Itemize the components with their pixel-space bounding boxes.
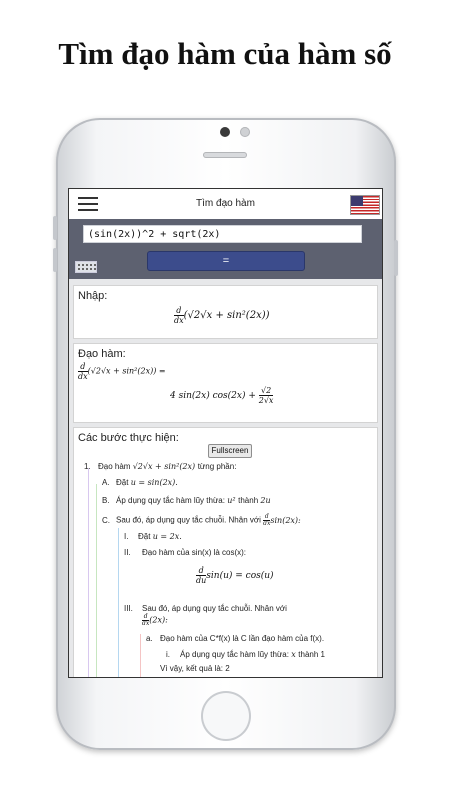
phone-side-button — [53, 216, 57, 240]
phone-speaker — [203, 152, 247, 158]
step-guide-line — [96, 484, 97, 678]
promo-title: Tìm đạo hàm của hàm số — [58, 36, 392, 71]
us-flag-icon[interactable] — [350, 195, 380, 215]
derivative-result: 4 sin(2x) cos(2x) + $\frac{√2}{2√x}$ — [170, 386, 274, 405]
expression-input[interactable]: (sin(2x))^2 + sqrt(2x) — [83, 225, 362, 243]
steps-card — [73, 427, 378, 678]
keyboard-icon[interactable] — [75, 261, 97, 273]
input-area — [69, 219, 382, 279]
step-c-upper: C. Sau đó, áp dụng quy tắc chuỗi. Nhân với $\frac{d}{dx}$ sin(2x): — [102, 513, 301, 527]
results-area — [69, 279, 382, 677]
step-conclusion: Vì vậy, kết quả là: 2 — [160, 664, 230, 673]
phone-sensor — [240, 127, 250, 137]
step-iii-roman: III. Sau đó, áp dụng quy tắc chuỗi. Nhân với — [124, 604, 287, 613]
step-iii-formula: $\frac{d}{dx}$ (2x): — [142, 613, 168, 627]
fullscreen-button[interactable]: Fullscreen — [208, 444, 252, 458]
step-ii-formula: $\frac{d}{du}$ sin(u) = cos(u) — [196, 566, 274, 585]
app-bar — [69, 189, 382, 220]
app-title: Tìm đạo hàm — [196, 198, 255, 209]
derivative-expression: $\frac{d}{dx}$ (√2√x + sin²(2x)) = — [78, 362, 166, 381]
derivative-card-title: Đạo hàm: — [78, 348, 126, 360]
app-screen — [68, 188, 383, 678]
step-a-upper: A. Đặt u = sin(2x). — [102, 478, 178, 487]
home-button[interactable] — [201, 691, 251, 741]
step-i-lower: i. Áp dụng quy tắc hàm lũy thừa: x thành 1 — [166, 650, 325, 659]
step-i-roman: I. Đặt u = 2x. — [124, 532, 182, 541]
input-card-title: Nhập: — [78, 290, 108, 302]
step-guide-line — [118, 528, 119, 678]
step-guide-line — [88, 468, 89, 678]
step-1: 1. Đạo hàm √2√x + sin²(2x) từng phần: — [84, 462, 237, 471]
step-b-upper: B. Áp dụng quy tắc hàm lũy thừa: u² thành 2u — [102, 496, 271, 505]
phone-side-button — [394, 240, 398, 276]
input-formula: $\frac{d}{dx}$ (√2√x + sin²(2x)) — [174, 306, 270, 325]
step-guide-line — [140, 634, 141, 678]
derivative-card — [73, 343, 378, 423]
step-a-lower: a. Đạo hàm của C*f(x) là C lần đạo hàm của f(x). — [146, 634, 325, 643]
phone-side-button — [53, 248, 57, 272]
input-card — [73, 285, 378, 339]
steps-card-title: Các bước thực hiện: — [78, 432, 179, 444]
calculate-button[interactable]: = — [147, 251, 305, 271]
step-ii-roman: II. Đạo hàm của sin(x) là cos(x): — [124, 548, 247, 557]
phone-camera — [220, 127, 230, 137]
